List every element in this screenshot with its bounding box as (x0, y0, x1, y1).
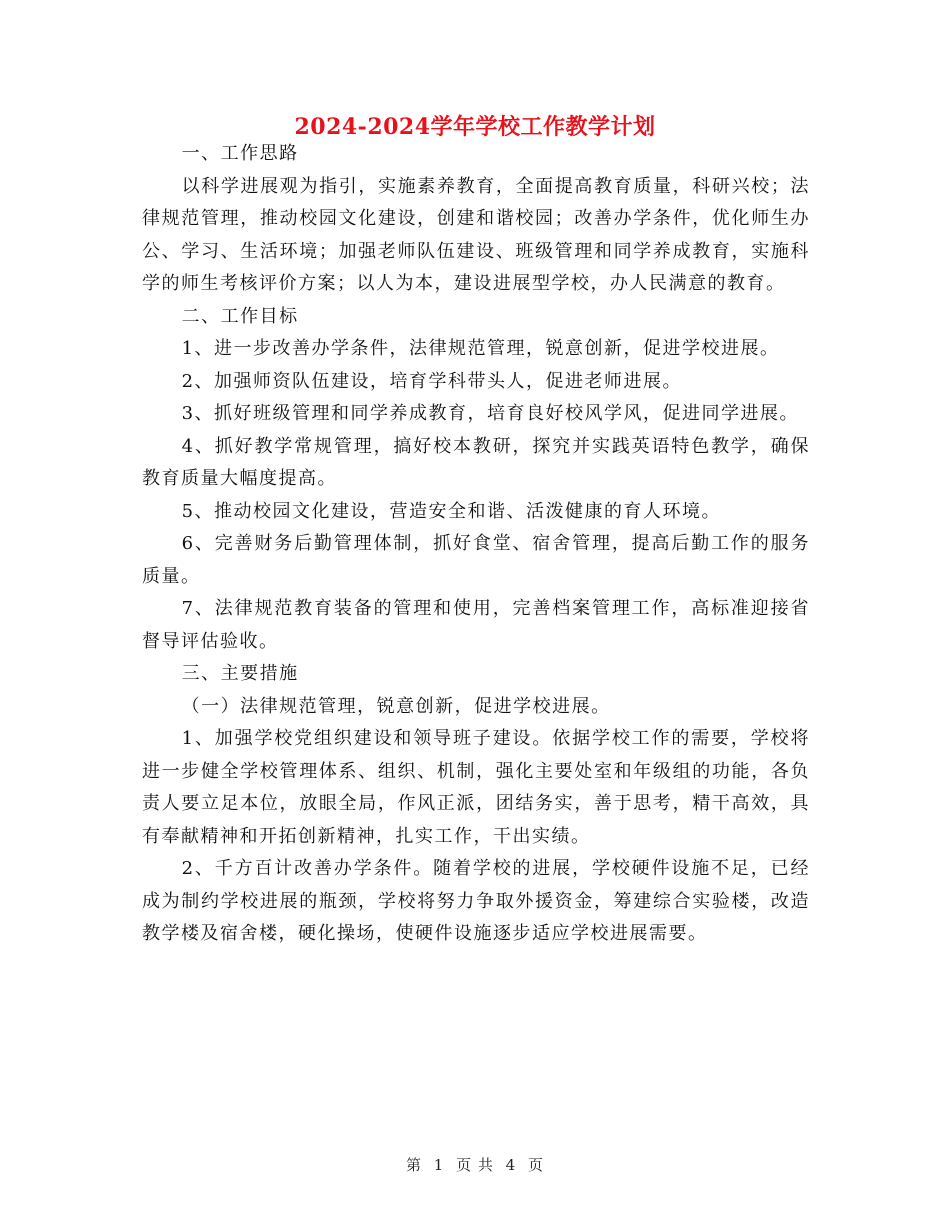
section-heading: 一、工作思路 (181, 143, 299, 164)
paragraph: 1、进一步改善办学条件，法律规范管理，锐意创新，促进学校进展。 (181, 338, 780, 359)
footer-suffix: 页 (528, 1156, 545, 1174)
section-heading: 三、主要措施 (181, 663, 299, 684)
paragraph: 4、抓好教学常规管理，搞好校本教研，探究并实践英语特色教学，确保教育质量大幅度提高。 (142, 435, 810, 489)
paragraph: 1、加强学校党组织建设和领导班子建设。依据学校工作的需要，学校将进一步健全学校管理体系、组织、机制，强化主要处室和年级组的功能，各负责人要立足本位，放眼全局，作风正派，团结务实，善于思考，精干高效，具有奉献精神和开拓创新精神，扎实工作，干出实绩。 (142, 728, 810, 847)
paragraph: 2、千方百计改善办学条件。随着学校的进展，学校硬件设施不足，已经成为制约学校进展的瓶颈，学校将努力争取外援资金，筹建综合实验楼，改造教学楼及宿舍楼，硬化操场，使硬件设施逐步适应学校进展需要。 (142, 858, 810, 944)
paragraph: 7、法律规范教育装备的管理和使用，完善档案管理工作，高标准迎接省督导评估验收。 (142, 598, 810, 652)
footer-middle: 页 共 (456, 1156, 494, 1174)
footer-prefix: 第 (405, 1156, 422, 1174)
document-title: 2024-2024学年学校工作教学计划 (294, 114, 656, 140)
footer-total-pages: 4 (505, 1156, 517, 1174)
paragraph: 3、抓好班级管理和同学养成教育，培育良好校风学风，促进同学进展。 (181, 403, 800, 424)
document-body (142, 138, 810, 951)
section-heading: 二、工作目标 (181, 305, 299, 327)
paragraph: 以科学进展观为指引，实施素养教育，全面提高教育质量，科研兴校；法律规范管理，推动校园文化建设，创建和谐校园；改善办学条件，优化师生办公、学习、生活环境；加强老师队伍建设、班级管理和同学养成教育，实施科学的师生考核评价方案；以人为本，建设进展型学校，办人民满意的教育。 (142, 175, 810, 294)
paragraph: 2、加强师资队伍建设，培育学科带头人，促进老师进展。 (181, 370, 683, 392)
paragraph: 6、完善财务后勤管理体制，抓好食堂、宿舍管理，提高后勤工作的服务质量。 (142, 533, 810, 587)
page-footer (0, 1154, 950, 1175)
paragraph: 5、推动校园文化建设，营造安全和谐、活泼健康的育人环境。 (181, 500, 722, 522)
footer-page-number: 1 (433, 1156, 445, 1174)
subsection-heading: （一）法律规范管理，锐意创新，促进学校进展。 (181, 695, 611, 717)
